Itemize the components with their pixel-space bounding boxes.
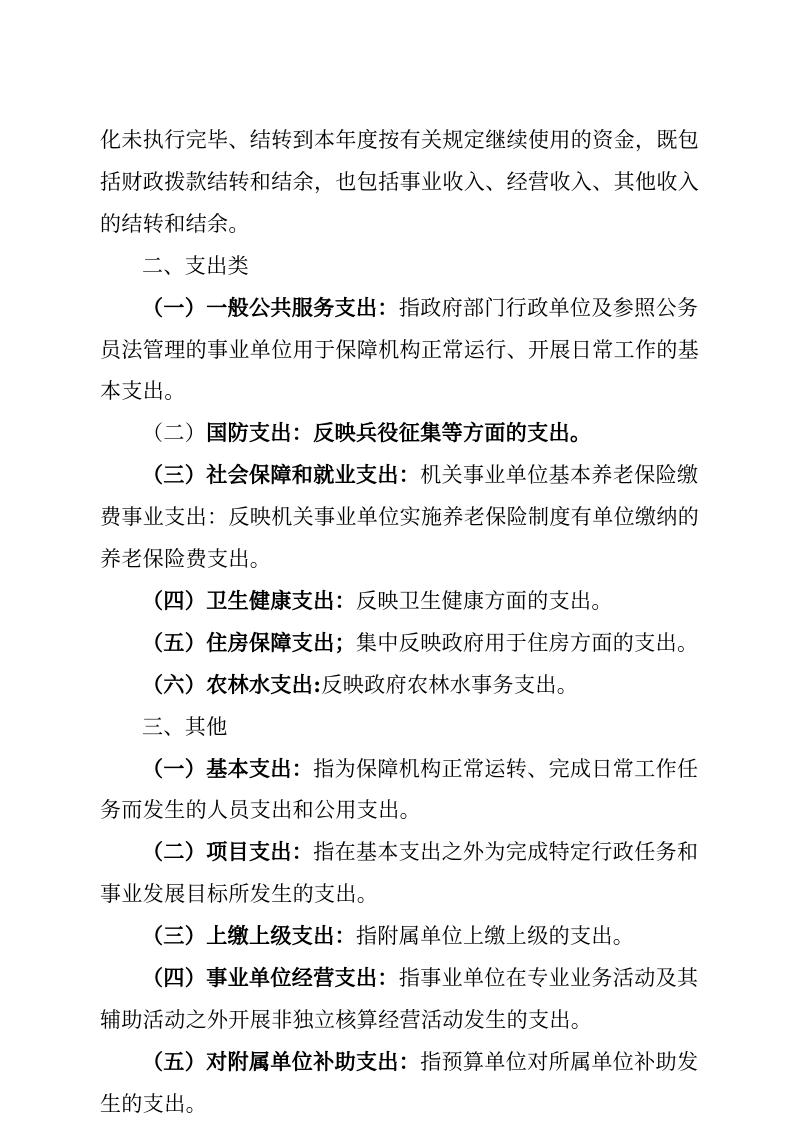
item-national-defense bbox=[142, 417, 762, 449]
item-text-line: 辅助活动之外开展非独立核算经营活动发生的支出。 bbox=[100, 1007, 593, 1032]
item-business-operation bbox=[142, 962, 762, 994]
item-term: （一）基本支出： bbox=[142, 755, 314, 781]
item-text: 指附属单位上缴上级的支出。 bbox=[356, 924, 635, 949]
item-text: 指政府部门行政单位及参照公务 bbox=[398, 295, 699, 320]
item-term: （一）一般公共服务支出： bbox=[142, 294, 399, 320]
item-text: 指事业单位在专业业务活动及其 bbox=[398, 966, 699, 990]
section-heading-expenditure: 二、支出类 bbox=[142, 253, 249, 278]
item-prefix: （二） bbox=[142, 421, 207, 446]
item-term: （五）对附属单位补助支出： bbox=[142, 1048, 421, 1074]
item-social-security bbox=[142, 459, 762, 491]
item-text-line: 费事业支出：反映机关事业单位实施养老保险制度有单位缴纳的 bbox=[100, 505, 700, 530]
section-heading-other: 三、其他 bbox=[142, 714, 228, 739]
item-general-public-services bbox=[142, 292, 762, 324]
item-term: （四）卫生健康支出： bbox=[142, 587, 356, 613]
item-text-line: 员法管理的事业单位用于保障机构正常运行、开展日常工作的基 bbox=[100, 337, 700, 362]
item-term: （四）事业单位经营支出： bbox=[142, 965, 399, 990]
item-text-line: 养老保险费支出。 bbox=[100, 547, 272, 571]
item-housing bbox=[142, 627, 762, 659]
item-text-line: 务而发生的人员支出和公用支出。 bbox=[100, 798, 421, 823]
item-subsidy-to-affiliates bbox=[142, 1046, 762, 1078]
item-text: 集中反映政府用于住房方面的支出。 bbox=[356, 630, 699, 655]
item-text: 机关事业单位基本养老保险缴 bbox=[420, 463, 699, 488]
item-text: 指在基本支出之外为完成特定行政任务和 bbox=[313, 840, 699, 865]
item-text-line: 生的支出。 bbox=[100, 1091, 207, 1116]
item-text-line: 事业发展目标所发生的支出。 bbox=[100, 882, 379, 907]
item-text: 反映卫生健康方面的支出。 bbox=[356, 588, 613, 613]
item-health bbox=[142, 585, 762, 617]
item-term: （三）上缴上级支出： bbox=[142, 923, 356, 949]
item-text: 指预算单位对所属单位补助发 bbox=[420, 1049, 699, 1074]
item-text: 指为保障机构正常运转、完成日常工作任 bbox=[313, 756, 699, 781]
item-term: 国防支出：反映兵役征集等方面的支出。 bbox=[206, 420, 592, 446]
item-term: （五）住房保障支出； bbox=[142, 629, 356, 655]
item-agriculture bbox=[142, 669, 762, 701]
item-term: （三）社会保障和就业支出： bbox=[142, 462, 421, 488]
continuation-line-1: 化未执行完毕、结转到本年度按有关规定继续使用的资金，既包 bbox=[100, 128, 700, 152]
item-basic-expenditure bbox=[142, 753, 762, 785]
item-text: 反映政府农林水事务支出。 bbox=[321, 672, 579, 697]
item-project-expenditure bbox=[142, 836, 762, 868]
continuation-line-3: 的结转和结余。 bbox=[100, 211, 250, 236]
item-text-line: 本支出。 bbox=[100, 379, 186, 404]
item-term: （六）农林水支出: bbox=[142, 671, 322, 697]
item-remit-to-superior bbox=[142, 920, 762, 952]
continuation-line-2: 括财政拨款结转和结余，也包括事业收入、经营收入、其他收入 bbox=[100, 169, 700, 194]
item-term: （二）项目支出： bbox=[142, 839, 314, 865]
